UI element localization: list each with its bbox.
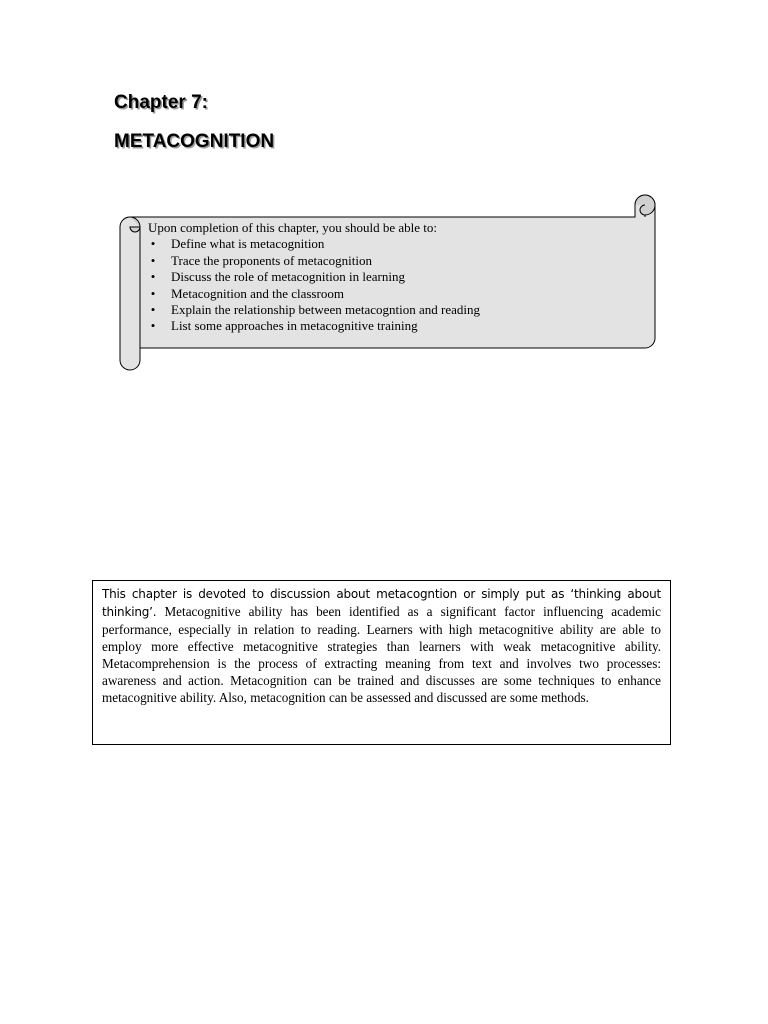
objective-item: • Discuss the role of metacognition in learning xyxy=(148,269,653,285)
bullet-icon: • xyxy=(150,318,156,334)
objective-item: • Explain the relationship between metacogntion and reading xyxy=(148,302,653,318)
objectives-intro: Upon completion of this chapter, you should be able to: xyxy=(148,220,438,235)
objectives-list xyxy=(148,236,653,334)
objective-item: • List some approaches in metacognitive training xyxy=(148,318,653,334)
summary-body: Metacognitive ability has been identified as a significant factor influencing academic performance, especially in relation to reading. Learners with high metacognitive ability are able to employ more effective metacognitive strategies than learners with weak metacognitive ability. Metacomprehension is the process of extracting meaning from text and involves two processes: awareness and action. Metacognition can be trained and discusses are some techniques to enhance metacognitive ability. Also, metacognition can be assessed and discussed are some methods. xyxy=(102,604,661,705)
objectives-scroll-banner xyxy=(110,190,665,380)
bullet-icon: • xyxy=(150,236,156,252)
chapter-label: Chapter 7: xyxy=(114,92,208,113)
chapter-summary-box xyxy=(92,580,671,745)
chapter-title: METACOGNITION xyxy=(114,131,275,152)
chapter-summary-text xyxy=(102,585,661,706)
summary-lead: This chapter is devoted to discussion about metacogntion or simply put as ‘thinking about thinking’. xyxy=(102,587,661,619)
objective-item: • Metacognition and the classroom xyxy=(148,286,653,302)
objective-item: • Define what is metacognition xyxy=(148,236,653,252)
objective-item: • Trace the proponents of metacognition xyxy=(148,253,653,269)
bullet-icon: • xyxy=(150,285,156,301)
bullet-icon: • xyxy=(150,252,156,268)
bullet-icon: • xyxy=(150,302,156,318)
objectives-text xyxy=(148,220,653,335)
bullet-icon: • xyxy=(150,269,156,285)
